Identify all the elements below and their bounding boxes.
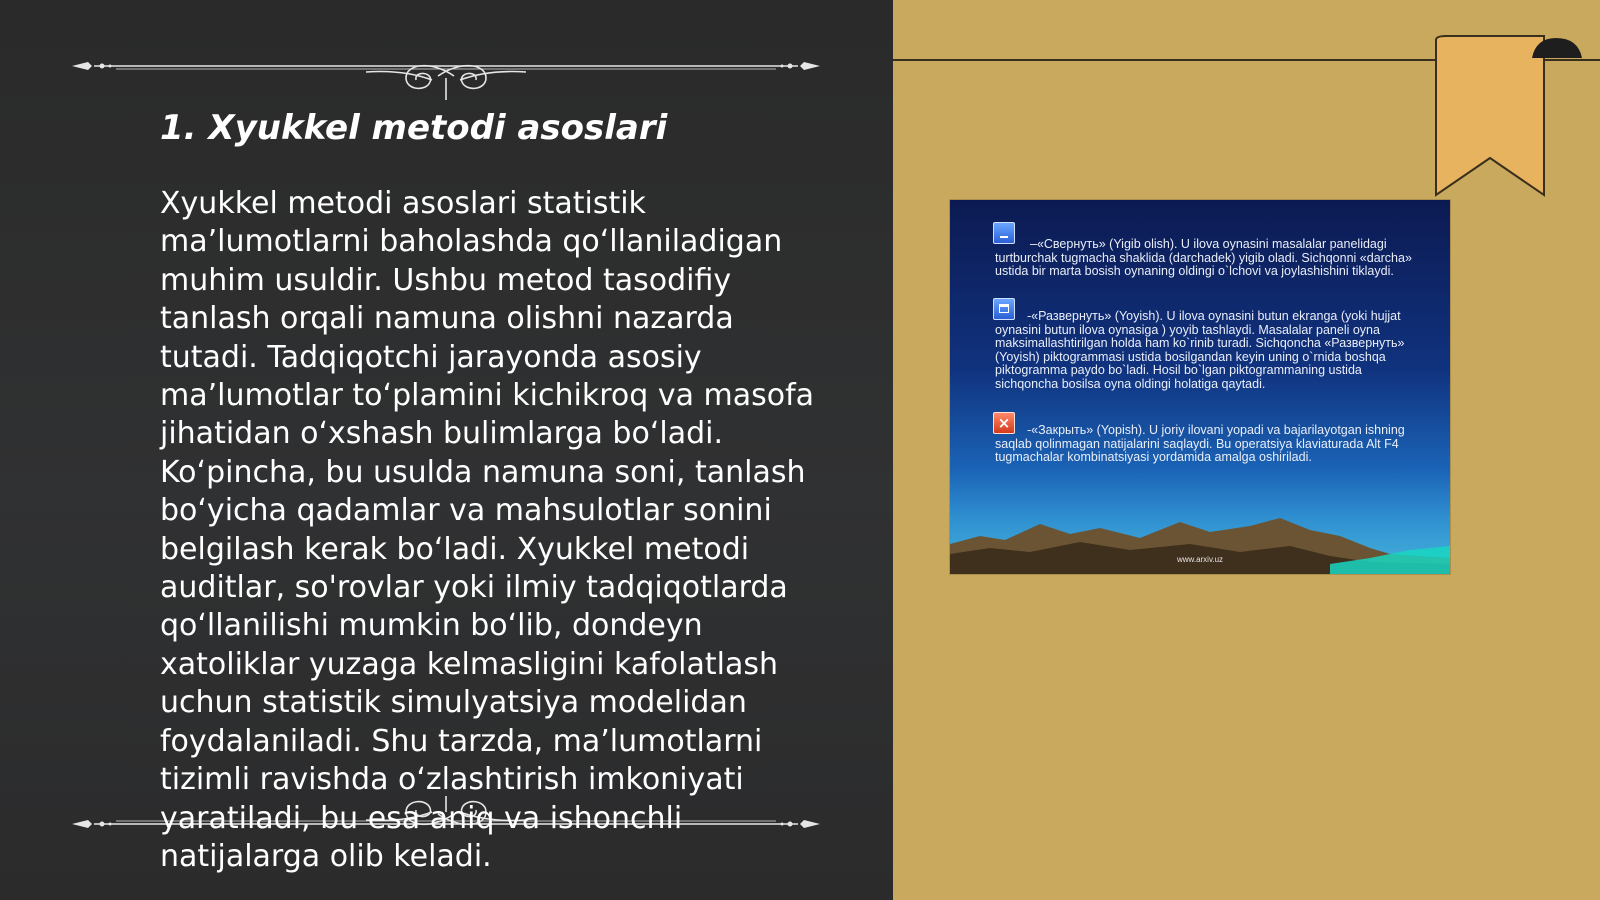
bookmark-ribbon-icon (1432, 30, 1600, 200)
minimize-icon (993, 222, 1015, 244)
maximize-icon (993, 298, 1015, 320)
maximize-text: -«Развернуть» (Yoyish). U ilova oynasini butun ekranga (yoki hujjat oynasini butun ilova oynasiga ) yoyib tashlaydi. Masalalar paneli oyna maksimallashtirilgan holda ham ko`rinib turadi. Sichqoncha «Развернуть» (Yoyish) piktogrammasi ustida bosilgandan keyin uning o`rnida boshqa piktogramma paydo bo`ladi. Hosil bo`lgan piktogrammaning ustida sichqoncha bosilsa oyna oldingi holatiga qaytadi. (995, 309, 1405, 391)
embedded-window-controls-image (950, 200, 1450, 574)
watermark: www.arxiv.uz (1176, 555, 1224, 564)
ornament-divider-top (66, 50, 826, 110)
slide-title: 1. Xyukkel metodi asoslari (160, 108, 668, 148)
close-icon: × (993, 412, 1015, 434)
close-description (995, 412, 1415, 465)
mountain-landscape (950, 514, 1450, 574)
maximize-description (995, 298, 1415, 391)
slide-body-text: Xyukkel metodi asoslari statistik ma’lumotlarni baholashda qo‘llaniladigan muhim usuldir. Ushbu metod tasodifiy tanlash orqali namuna olishni nazarda tutadi. Tadqiqotchi jarayonda asosiy ma’lumotlar to‘plamini kichikroq va masofa jihatidan o‘xshash bulimlarga bo‘ladi. Ko‘pincha, bu usulda namuna soni, tanlash bo‘yicha qadamlar va mahsulotlar sonini belgilash kerak bo‘ladi. Xyukkel metodi auditlar, so'rovlar yoki ilmiy tadqiqotlarda qo‘llanilishi mumkin bo‘lib, dondeyn xatoliklar yuzaga kelmasligini kafolatlash uchun statistik simulyatsiya modelidan foydalaniladi. Shu tarzda, ma’lumotlarni tizimli ravishda o‘zlashtirish imkoniyati yaratiladi, bu esa aniq va ishonchli natijalarga olib keladi. (160, 186, 815, 874)
minimize-description (995, 222, 1415, 279)
minimize-text: –«Свернуть» (Yigib olish). U ilova oynasini masalalar panelidagi turtburchak tugmacha shaklida (darchadek) yigib oladi. Sichqonni «darcha» ustida bir marta bosish oynaning oldingi o`lchovi va joylashishini tiklaydi. (995, 237, 1412, 278)
close-text: -«Закрыть» (Yopish). U joriy ilovani yopadi va bajarilayotgan ishning saqlab qolinmagan natijalarini saqlaydi. Bu operatsiya klaviaturada Alt F4 tugmachalar kombinatsiyasi yordamida amalga oshiriladi. (995, 423, 1405, 464)
